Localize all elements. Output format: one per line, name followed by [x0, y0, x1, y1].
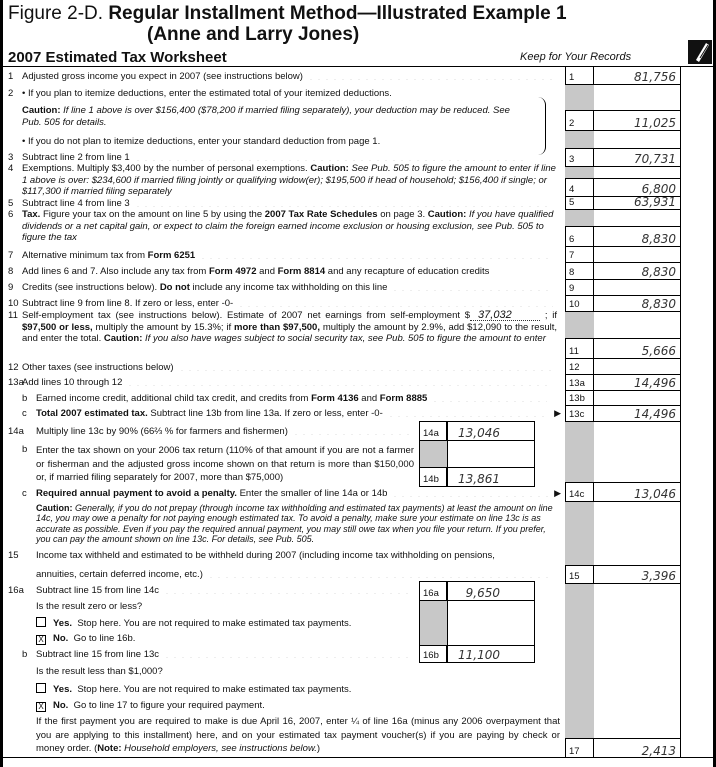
left-border [0, 0, 3, 767]
line-label: ) [316, 743, 321, 754]
dot-leader [307, 71, 553, 80]
shaded-cell [565, 85, 594, 110]
box-label: 4 [565, 179, 594, 196]
line-1-box [565, 66, 680, 85]
line-6-amount[interactable]: 8,830 [641, 231, 676, 246]
dot-leader [391, 282, 553, 291]
line-3-amount[interactable]: 70,731 [634, 151, 676, 166]
option-text: Go to line 16b. [73, 633, 136, 644]
box-label: 12 [565, 359, 594, 374]
line-label: and [259, 266, 275, 277]
caution-text: See Pub. 505 to figure the amount to enter if line 1 above is over: $234,600 if married filing jointly or qualifying widow(er); $195,500 if head of household; $156,400 if single; or $117,300 if married filing separately [22, 163, 556, 197]
line-label: Subtract line 9 from line 8. If zero or less, enter -0- [22, 298, 234, 309]
line-5-text [22, 198, 557, 210]
line-5-amount[interactable]: 63,931 [634, 194, 676, 209]
line-label: Add lines 10 through 12 [22, 377, 123, 388]
bold-text: Form 8885 [379, 393, 428, 404]
line-label: Alternative minimum tax from [22, 250, 146, 261]
line-number: 3 [8, 152, 14, 163]
dot-leader [391, 488, 548, 497]
line-8-amount[interactable]: 8,830 [641, 264, 676, 279]
line-14c-box [565, 482, 680, 502]
amount-column-line [680, 66, 681, 757]
line-15-text: Income tax withheld and estimated to be withheld during 2007 (including income tax withholding on pensions, [36, 550, 495, 561]
dot-leader [163, 585, 410, 594]
line-number: 1 [8, 71, 14, 82]
line-13a-text [22, 377, 557, 389]
caution-label: Caution: [36, 503, 73, 513]
line-2-caution [22, 105, 532, 128]
bold-text: 2007 Tax Rate Schedules [264, 209, 378, 220]
line-13b-text [36, 393, 551, 405]
line-label: include any income tax withholding on this line [192, 282, 388, 293]
line-14c-text [36, 488, 561, 500]
box-label: 17 [565, 739, 594, 758]
option-text: Stop here. You are not required to make estimated tax payments. [77, 618, 352, 629]
line-16a-box [419, 581, 535, 601]
line-number: 10 [8, 298, 19, 309]
line-number: 15 [8, 550, 19, 561]
line-number: 11 [8, 310, 18, 321]
title-line-2: (Anne and Larry Jones) [147, 24, 360, 45]
caution-label: Caution: [22, 105, 61, 116]
line-label: Subtract line 2 from line 1 [22, 152, 130, 163]
line-4-text [22, 163, 557, 198]
line-label: Subtract line 4 from line 3 [22, 198, 130, 209]
bold-text: Total 2007 estimated tax. [36, 408, 148, 419]
line-16a-no-option[interactable] [36, 633, 571, 645]
line-16a-question: Is the result zero or less? [36, 601, 143, 612]
caution-text: Generally, if you do not prepay (through income tax withholding and estimated tax payments) at least the amount on line 14c, you may owe a penalty for not paying enough estimated tax. To avoid a penalty, make sure your estimate on line 13c is as accurate as possible. Even if you pay the required annual payment, you may still owe tax when you file your return. If you prefer, you can pay the amount shown on line 13c. For details, see Pub. 505. [36, 503, 553, 544]
box-label: 2 [565, 111, 594, 130]
bold-text: Required annual payment to avoid a penalty. [36, 488, 237, 499]
line-14a-amount[interactable]: 13,046 [458, 425, 500, 440]
se-earnings-field[interactable]: 37,032 [470, 310, 540, 321]
line-17-text [36, 715, 560, 756]
dot-leader [134, 198, 553, 207]
yes-label: Yes. [53, 618, 73, 629]
dot-leader [134, 152, 528, 161]
line-3-box [565, 148, 680, 167]
bold-text: more than $97,500, [234, 321, 320, 333]
shaded-cell [565, 210, 594, 226]
line-11-text [22, 310, 557, 345]
line-10-amount[interactable]: 8,830 [641, 296, 676, 311]
line-16b-no-option[interactable] [36, 700, 571, 712]
line-8-box [565, 262, 680, 280]
line-13c-text [36, 408, 561, 420]
line-label: and any recapture of education credits [327, 266, 490, 277]
yes-checkbox[interactable] [36, 617, 46, 627]
line-number: c [22, 488, 27, 499]
line-1-amount[interactable]: 81,756 [634, 69, 676, 84]
line-label: multiply the amount by 15.3%; if [95, 321, 232, 333]
caution-text: If line 1 above is over $156,400 ($78,200 if married filing separately), your deduction may be reduced. See Pub. 505 for details. [22, 105, 510, 128]
box-label: 7 [565, 247, 594, 262]
box-label: 10 [565, 296, 594, 311]
dot-leader [237, 298, 553, 307]
bold-text: Tax. [22, 209, 41, 220]
line-13c-amount[interactable]: 14,496 [634, 406, 676, 421]
no-label: No. [53, 633, 69, 644]
line-16b-amount[interactable]: 11,100 [458, 647, 500, 662]
line-2-amount[interactable]: 11,025 [634, 115, 676, 130]
no-label: No. [53, 700, 69, 711]
yes-label: Yes. [53, 684, 73, 695]
line-6-box [565, 226, 680, 247]
shaded-cell [565, 502, 594, 565]
caution-text: If you have qualified dividends or a net capital gain, or expect to claim the foreign earned income exclusion or housing exclusion, see Pub. 505 to figure the tax [22, 209, 554, 243]
bold-text: Form 4136 [311, 393, 359, 404]
line-number: b [22, 444, 28, 455]
line-16a-amount[interactable]: 9,650 [465, 585, 500, 600]
box-label: 14a [419, 422, 447, 440]
caution-text: If you also have wages subject to social security tax, see Pub. 505 to figure the amount to enter [145, 333, 546, 344]
dot-leader [199, 250, 553, 259]
line-13c-box [565, 405, 680, 422]
box-label: 11 [565, 339, 594, 358]
line-6-text [22, 209, 557, 244]
line-16a-yes-option[interactable] [36, 617, 571, 630]
line-16b-yes-option[interactable] [36, 683, 571, 696]
line-1-text [22, 71, 557, 83]
box-label: 6 [565, 227, 594, 246]
bold-text: Form 6251 [147, 250, 196, 261]
line-16a-text [36, 585, 414, 597]
title-line-1: Regular Installment Method—Illustrated Example 1 [108, 3, 567, 24]
line-15-amount[interactable]: 3,396 [641, 568, 676, 583]
arrow-right-icon: ▶ [554, 408, 561, 418]
line-14a-box [419, 421, 535, 441]
line-label: and [361, 393, 378, 404]
line-12-box [565, 358, 680, 375]
line-label: Other taxes (see instructions below) [22, 362, 174, 373]
line-label: Adjusted gross income you expect in 2007 (see instructions below) [22, 71, 303, 82]
arrow-right-icon: ▶ [554, 488, 561, 498]
line-number: 14a [8, 426, 24, 437]
bold-text: Note: [97, 743, 122, 754]
line-label: annuities, certain deferred income, etc.) [36, 569, 203, 580]
box-label: 13c [565, 406, 594, 421]
line-2-bullet-1: • If you plan to itemize deductions, enter the estimated total of your itemized deductions. [22, 88, 392, 99]
line-label: Add lines 6 and 7. Also include any tax from [22, 266, 207, 277]
figure-label: Figure 2-D. [8, 3, 104, 24]
line-number: 9 [8, 282, 14, 293]
line-number: 12 [8, 362, 19, 373]
box-label: 5 [565, 197, 594, 209]
line-label: Subtract line 15 from line 14c [36, 585, 160, 596]
no-checkbox[interactable]: X [36, 635, 46, 645]
line-13a-box [565, 374, 680, 391]
line-7-text [22, 250, 557, 262]
line-8-text [22, 266, 557, 278]
line-9-text [22, 282, 557, 294]
box-label: 1 [565, 67, 594, 84]
line-15-text-2 [36, 569, 556, 581]
caution-label: Caution: [103, 333, 143, 344]
line-16b-box [419, 645, 535, 663]
line-2-box [565, 110, 680, 131]
shaded-cell [420, 441, 447, 467]
box-label: 14c [565, 483, 594, 501]
bold-text: $97,500 or less, [22, 321, 93, 333]
line-14a-text [36, 426, 414, 438]
dot-leader [163, 649, 410, 658]
shaded-cell [565, 422, 594, 482]
shaded-cell [565, 312, 594, 338]
line-number: 8 [8, 266, 14, 277]
box-label: 15 [565, 566, 594, 583]
line-number: c [22, 408, 27, 419]
line-label: ; if [544, 310, 557, 321]
line-10-box [565, 295, 680, 312]
line-10-text [22, 298, 557, 310]
caution-label: Caution: [310, 163, 349, 174]
page-title [8, 3, 567, 24]
keep-records-note: Keep for Your Records [520, 51, 632, 63]
line-label: Subtract line 13b from line 13a. If zero or less, enter -0- [150, 408, 383, 419]
line-14b-amount[interactable]: 13,861 [458, 471, 500, 486]
line-number: 2 [8, 88, 14, 99]
yes-checkbox[interactable] [36, 683, 46, 693]
line-11-amount[interactable]: 5,666 [641, 343, 676, 358]
box-label: 14b [419, 468, 447, 486]
line-14b-box [419, 467, 535, 487]
line-label: If the first payment you are required to make is due April 16, 2007, enter ¼ of line 16a (minus any 2006 overpayment that you are applying to this installment) here, and on your estimated tax payment voucher(s) if you are paying by check or money order. ( [36, 716, 560, 754]
line-number: 16a [8, 585, 24, 596]
line-number: b [22, 393, 28, 404]
worksheet-title: 2007 Estimated Tax Worksheet [8, 49, 227, 66]
line-3-text [22, 152, 532, 164]
line-label: Enter the smaller of line 14a or 14b [239, 488, 388, 499]
line-16b-text [36, 649, 414, 661]
box-label: 16b [419, 646, 447, 662]
dot-leader [431, 393, 547, 402]
box-label: 9 [565, 280, 594, 295]
line-14b-text: Enter the tax shown on your 2006 tax return (110% of that amount if you are not a farmer or fisherman and the adjusted gross income shown on that return is more than $150,000 or, if married filing separately for 2007, more than $75,000) [36, 445, 414, 483]
line-label: Figure your tax on the amount on line 5 by using the [42, 209, 263, 220]
dot-leader [207, 569, 552, 578]
box-label: 16a [419, 581, 447, 600]
box-label: 13b [565, 391, 594, 405]
no-checkbox[interactable]: X [36, 702, 46, 712]
line-7-box [565, 246, 680, 263]
line-label: Multiply line 13c by 90% (66⅔ % for farmers and fishermen) [36, 426, 288, 437]
box-label: 13a [565, 375, 594, 390]
line-number: 5 [8, 198, 14, 209]
line-16b-question: Is the result less than $1,000? [36, 666, 163, 677]
pencil-icon [688, 40, 712, 64]
line-label: on page 3. [380, 209, 426, 220]
line-number: b [22, 649, 28, 660]
option-text: Go to line 17 to figure your required payment. [73, 700, 265, 711]
dot-leader [178, 362, 553, 371]
option-text: Stop here. You are not required to make estimated tax payments. [77, 684, 352, 695]
line-14c-caution [36, 503, 558, 544]
shaded-cell [565, 131, 594, 148]
bold-text: Form 4972 [208, 266, 257, 277]
box-label: 8 [565, 263, 594, 279]
line-label: Subtract line 15 from line 13c [36, 649, 160, 660]
line-number: 6 [8, 209, 14, 220]
bold-text: Do not [159, 282, 190, 293]
line-label: Self-employment tax (see instructions below). Estimate of 2007 net earnings from self-employment $ [22, 310, 471, 321]
dot-leader [126, 377, 553, 386]
line-11-box [565, 338, 680, 359]
bold-text: Form 8814 [277, 266, 326, 277]
line-15-box [565, 565, 680, 584]
line-17-box [565, 738, 680, 758]
line-number: 7 [8, 250, 14, 261]
line-12-text [22, 362, 557, 374]
line-13b-box [565, 390, 680, 406]
line-label: Credits (see instructions below). [22, 282, 158, 293]
brace [538, 97, 546, 155]
italic-text: Household employers, see instructions below. [124, 743, 317, 754]
dot-leader [292, 426, 410, 435]
caution-label: Caution: [427, 209, 467, 220]
line-9-box [565, 279, 680, 296]
line-label: multiply the amount by 2.9%, add $12,090 to the result, and enter the total. [22, 321, 557, 344]
line-4-amount[interactable]: 6,800 [641, 181, 676, 196]
line-number: 4 [8, 163, 14, 174]
line-label: Earned income credit, additional child tax credit, and credits from [36, 393, 309, 404]
shaded-cell [565, 167, 594, 178]
line-5-box [565, 196, 680, 210]
dot-leader [387, 408, 548, 417]
box-label: 3 [565, 149, 594, 166]
line-2-bullet-2: • If you do not plan to itemize deductions, enter your standard deduction from page 1. [22, 136, 381, 147]
line-13a-amount[interactable]: 14,496 [634, 375, 676, 390]
line-17-amount[interactable]: 2,413 [641, 743, 676, 758]
line-number: 13a [8, 377, 24, 388]
line-14c-amount[interactable]: 13,046 [634, 486, 676, 501]
line-label: Exemptions. Multiply $3,400 by the number of personal exemptions. [22, 163, 308, 174]
